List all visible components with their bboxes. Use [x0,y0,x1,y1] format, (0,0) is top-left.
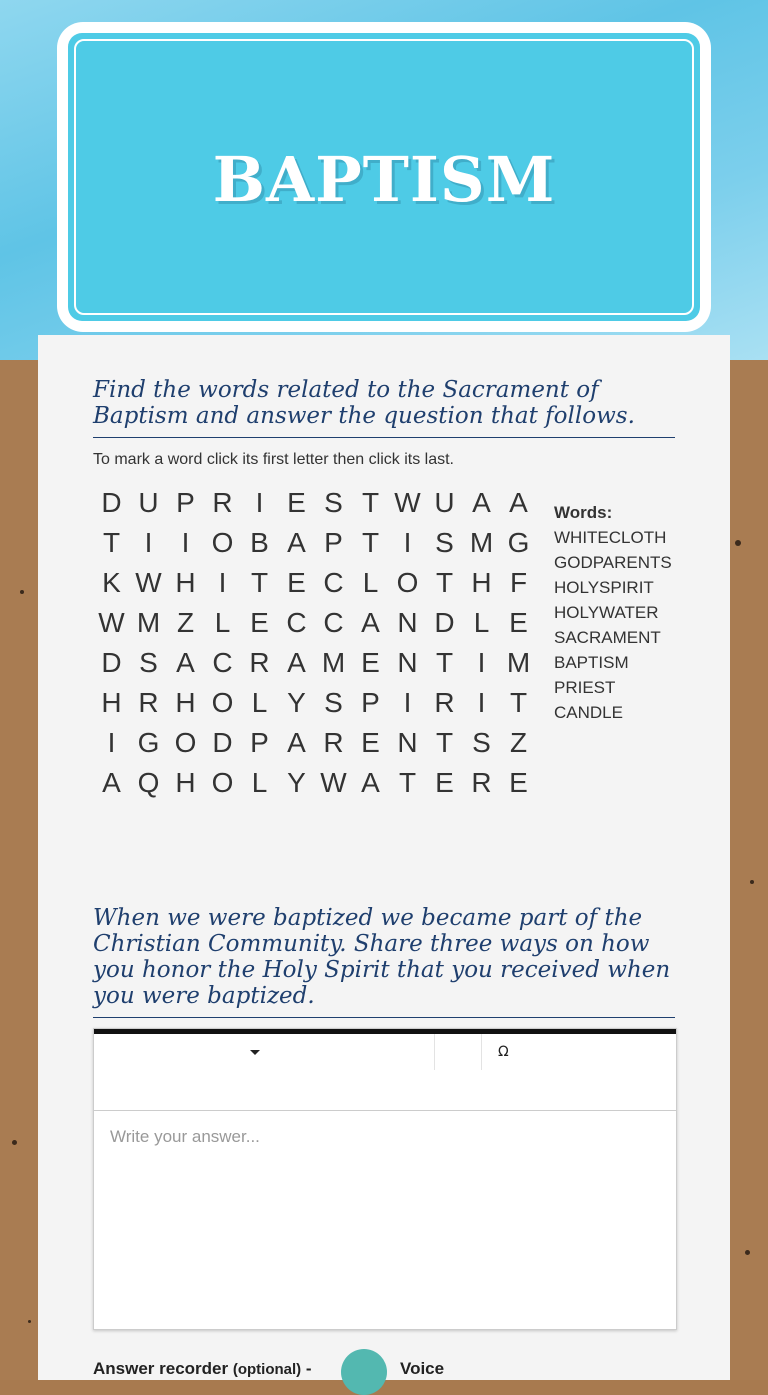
grid-letter[interactable]: E [509,607,528,638]
grid-letter[interactable]: M [469,527,494,558]
section2-heading: When we were baptized we became part of the Christian Community. Share three ways on how you honor the Holy Spirit that you received when you were baptized. [93,905,671,1009]
grid-letter[interactable]: E [509,767,528,798]
grid-letter[interactable]: O [174,727,197,758]
grid-letter[interactable]: P [250,727,269,758]
grid-letter[interactable]: S [324,687,343,718]
grid-letter[interactable]: T [435,567,454,598]
grid-letter[interactable]: O [211,687,234,718]
grid-letter[interactable]: W [320,767,347,798]
header-banner [57,22,711,332]
grid-letter[interactable]: D [101,647,122,678]
recorder-dash: - [305,1359,312,1378]
grid-letter[interactable]: T [398,767,417,798]
grid-letter[interactable]: T [102,527,121,558]
word-list-item: HOLYSPIRIT [554,578,654,597]
header-panel [68,33,700,321]
grid-letter[interactable]: W [394,487,421,518]
grid-letter[interactable]: E [287,567,306,598]
recorder-title: Answer recorder [93,1359,229,1378]
grid-letter[interactable]: I [181,527,190,558]
word-list-item: CANDLE [554,703,623,722]
word-list [554,503,672,725]
grid-letter[interactable]: C [286,607,307,638]
grid-letter[interactable]: I [107,727,116,758]
grid-letter[interactable]: H [101,687,122,718]
grid-letter[interactable]: Y [287,767,306,798]
grid-letter[interactable]: N [397,647,418,678]
grid-letter[interactable]: T [435,647,454,678]
grid-letter[interactable]: R [249,647,270,678]
grid-letter[interactable]: U [434,487,455,518]
grid-letter[interactable]: L [251,687,268,718]
section2-divider [93,1017,675,1018]
word-list-item: GODPARENTS [554,553,672,572]
wordsearch-grid[interactable] [93,483,537,803]
grid-letter[interactable]: S [435,527,454,558]
grid-letter[interactable]: D [434,607,455,638]
grid-letter[interactable]: S [139,647,158,678]
record-voice-button[interactable] [341,1349,387,1395]
grid-letter[interactable]: I [218,567,227,598]
word-list-item: PRIEST [554,678,616,697]
grid-letter[interactable]: L [251,767,268,798]
grid-letter[interactable]: R [138,687,159,718]
chevron-down-icon [250,1050,260,1055]
grid-letter[interactable]: T [509,687,528,718]
grid-letter[interactable]: E [287,487,306,518]
editor-toolbar [94,1034,676,1111]
voice-label: Voice [400,1359,445,1378]
grid-letter[interactable]: O [211,767,234,798]
grid-letter[interactable]: D [212,727,233,758]
grid-letter[interactable]: P [324,527,343,558]
section1-heading: Find the words related to the Sacrament of Baptism and answer the question that follows. [93,377,635,429]
grid-letter[interactable]: N [397,727,418,758]
grid-letter[interactable]: S [472,727,491,758]
toolbar-button[interactable] [435,1034,482,1070]
word-list-item: SACRAMENT [554,628,661,647]
grid-letter[interactable]: L [214,607,231,638]
grid-letter[interactable]: N [397,607,418,638]
grid-letter[interactable]: M [506,647,531,678]
word-list-item: WHITECLOTH [554,528,667,547]
word-list-label: Words: [554,503,613,522]
grid-letter[interactable]: A [472,487,491,518]
word-list-item: BAPTISM [554,653,629,672]
grid-letter[interactable]: K [102,567,121,598]
grid-letter[interactable]: G [507,527,530,558]
grid-letter[interactable]: B [250,527,269,558]
special-character-button[interactable]: Ω [498,1044,509,1060]
grid-letter[interactable]: R [471,767,492,798]
grid-letter[interactable]: F [509,567,528,598]
grid-letter[interactable]: A [361,767,380,798]
grid-letter[interactable]: H [175,687,196,718]
grid-letter[interactable]: Z [176,607,195,638]
grid-letter[interactable]: G [137,727,160,758]
grid-letter[interactable]: O [396,567,419,598]
grid-letter[interactable]: Q [137,767,160,798]
grid-letter[interactable]: C [323,607,344,638]
grid-letter[interactable]: L [362,567,379,598]
grid-letter[interactable]: A [509,487,528,518]
grid-letter[interactable]: Y [287,687,306,718]
grid-letter[interactable]: R [323,727,344,758]
grid-letter[interactable]: Z [509,727,528,758]
page-title: BAPTISM [212,143,556,216]
grid-letter[interactable]: T [361,527,380,558]
worksheet-card [38,335,730,1380]
grid-letter[interactable]: A [287,727,306,758]
grid-letter[interactable]: H [175,767,196,798]
grid-letter[interactable]: I [477,647,486,678]
grid-letter[interactable]: D [101,487,122,518]
grid-letter[interactable]: M [321,647,346,678]
answer-textarea[interactable]: Write your answer... [110,1127,260,1146]
word-list-item: HOLYWATER [554,603,659,622]
grid-letter[interactable]: I [477,687,486,718]
grid-letter[interactable]: S [324,487,343,518]
grid-letter[interactable]: I [144,527,153,558]
grid-letter[interactable]: H [471,567,492,598]
format-dropdown[interactable] [94,1034,435,1070]
grid-letter[interactable]: E [361,727,380,758]
grid-letter[interactable]: I [403,687,412,718]
grid-letter[interactable]: A [102,767,121,798]
grid-letter[interactable]: R [434,687,455,718]
grid-letter[interactable]: A [287,527,306,558]
grid-letter[interactable]: H [175,567,196,598]
grid-letter[interactable]: A [361,607,380,638]
section1-divider [93,437,675,438]
grid-letter[interactable]: W [135,567,162,598]
grid-letter[interactable]: T [361,487,380,518]
grid-letter[interactable]: P [176,487,195,518]
recorder-optional: (optional) [232,1361,302,1378]
grid-letter[interactable]: U [138,487,159,518]
grid-letter[interactable]: T [435,727,454,758]
grid-letter[interactable]: T [250,567,269,598]
grid-letter[interactable]: L [473,607,490,638]
grid-letter[interactable]: E [435,767,454,798]
grid-letter[interactable]: I [255,487,264,518]
wordsearch-instruction: To mark a word click its first letter then click its last. [93,451,454,468]
grid-letter[interactable]: O [211,527,234,558]
grid-letter[interactable]: E [361,647,380,678]
grid-letter[interactable]: A [287,647,306,678]
answer-recorder-label [93,1359,312,1379]
grid-letter[interactable]: C [212,647,233,678]
grid-letter[interactable]: R [212,487,233,518]
grid-letter[interactable]: W [98,607,125,638]
grid-letter[interactable]: I [403,527,412,558]
grid-letter[interactable]: E [250,607,269,638]
grid-letter[interactable]: M [136,607,161,638]
grid-letter[interactable]: A [176,647,195,678]
answer-editor [93,1028,677,1330]
grid-letter[interactable]: P [361,687,380,718]
grid-letter[interactable]: C [323,567,344,598]
